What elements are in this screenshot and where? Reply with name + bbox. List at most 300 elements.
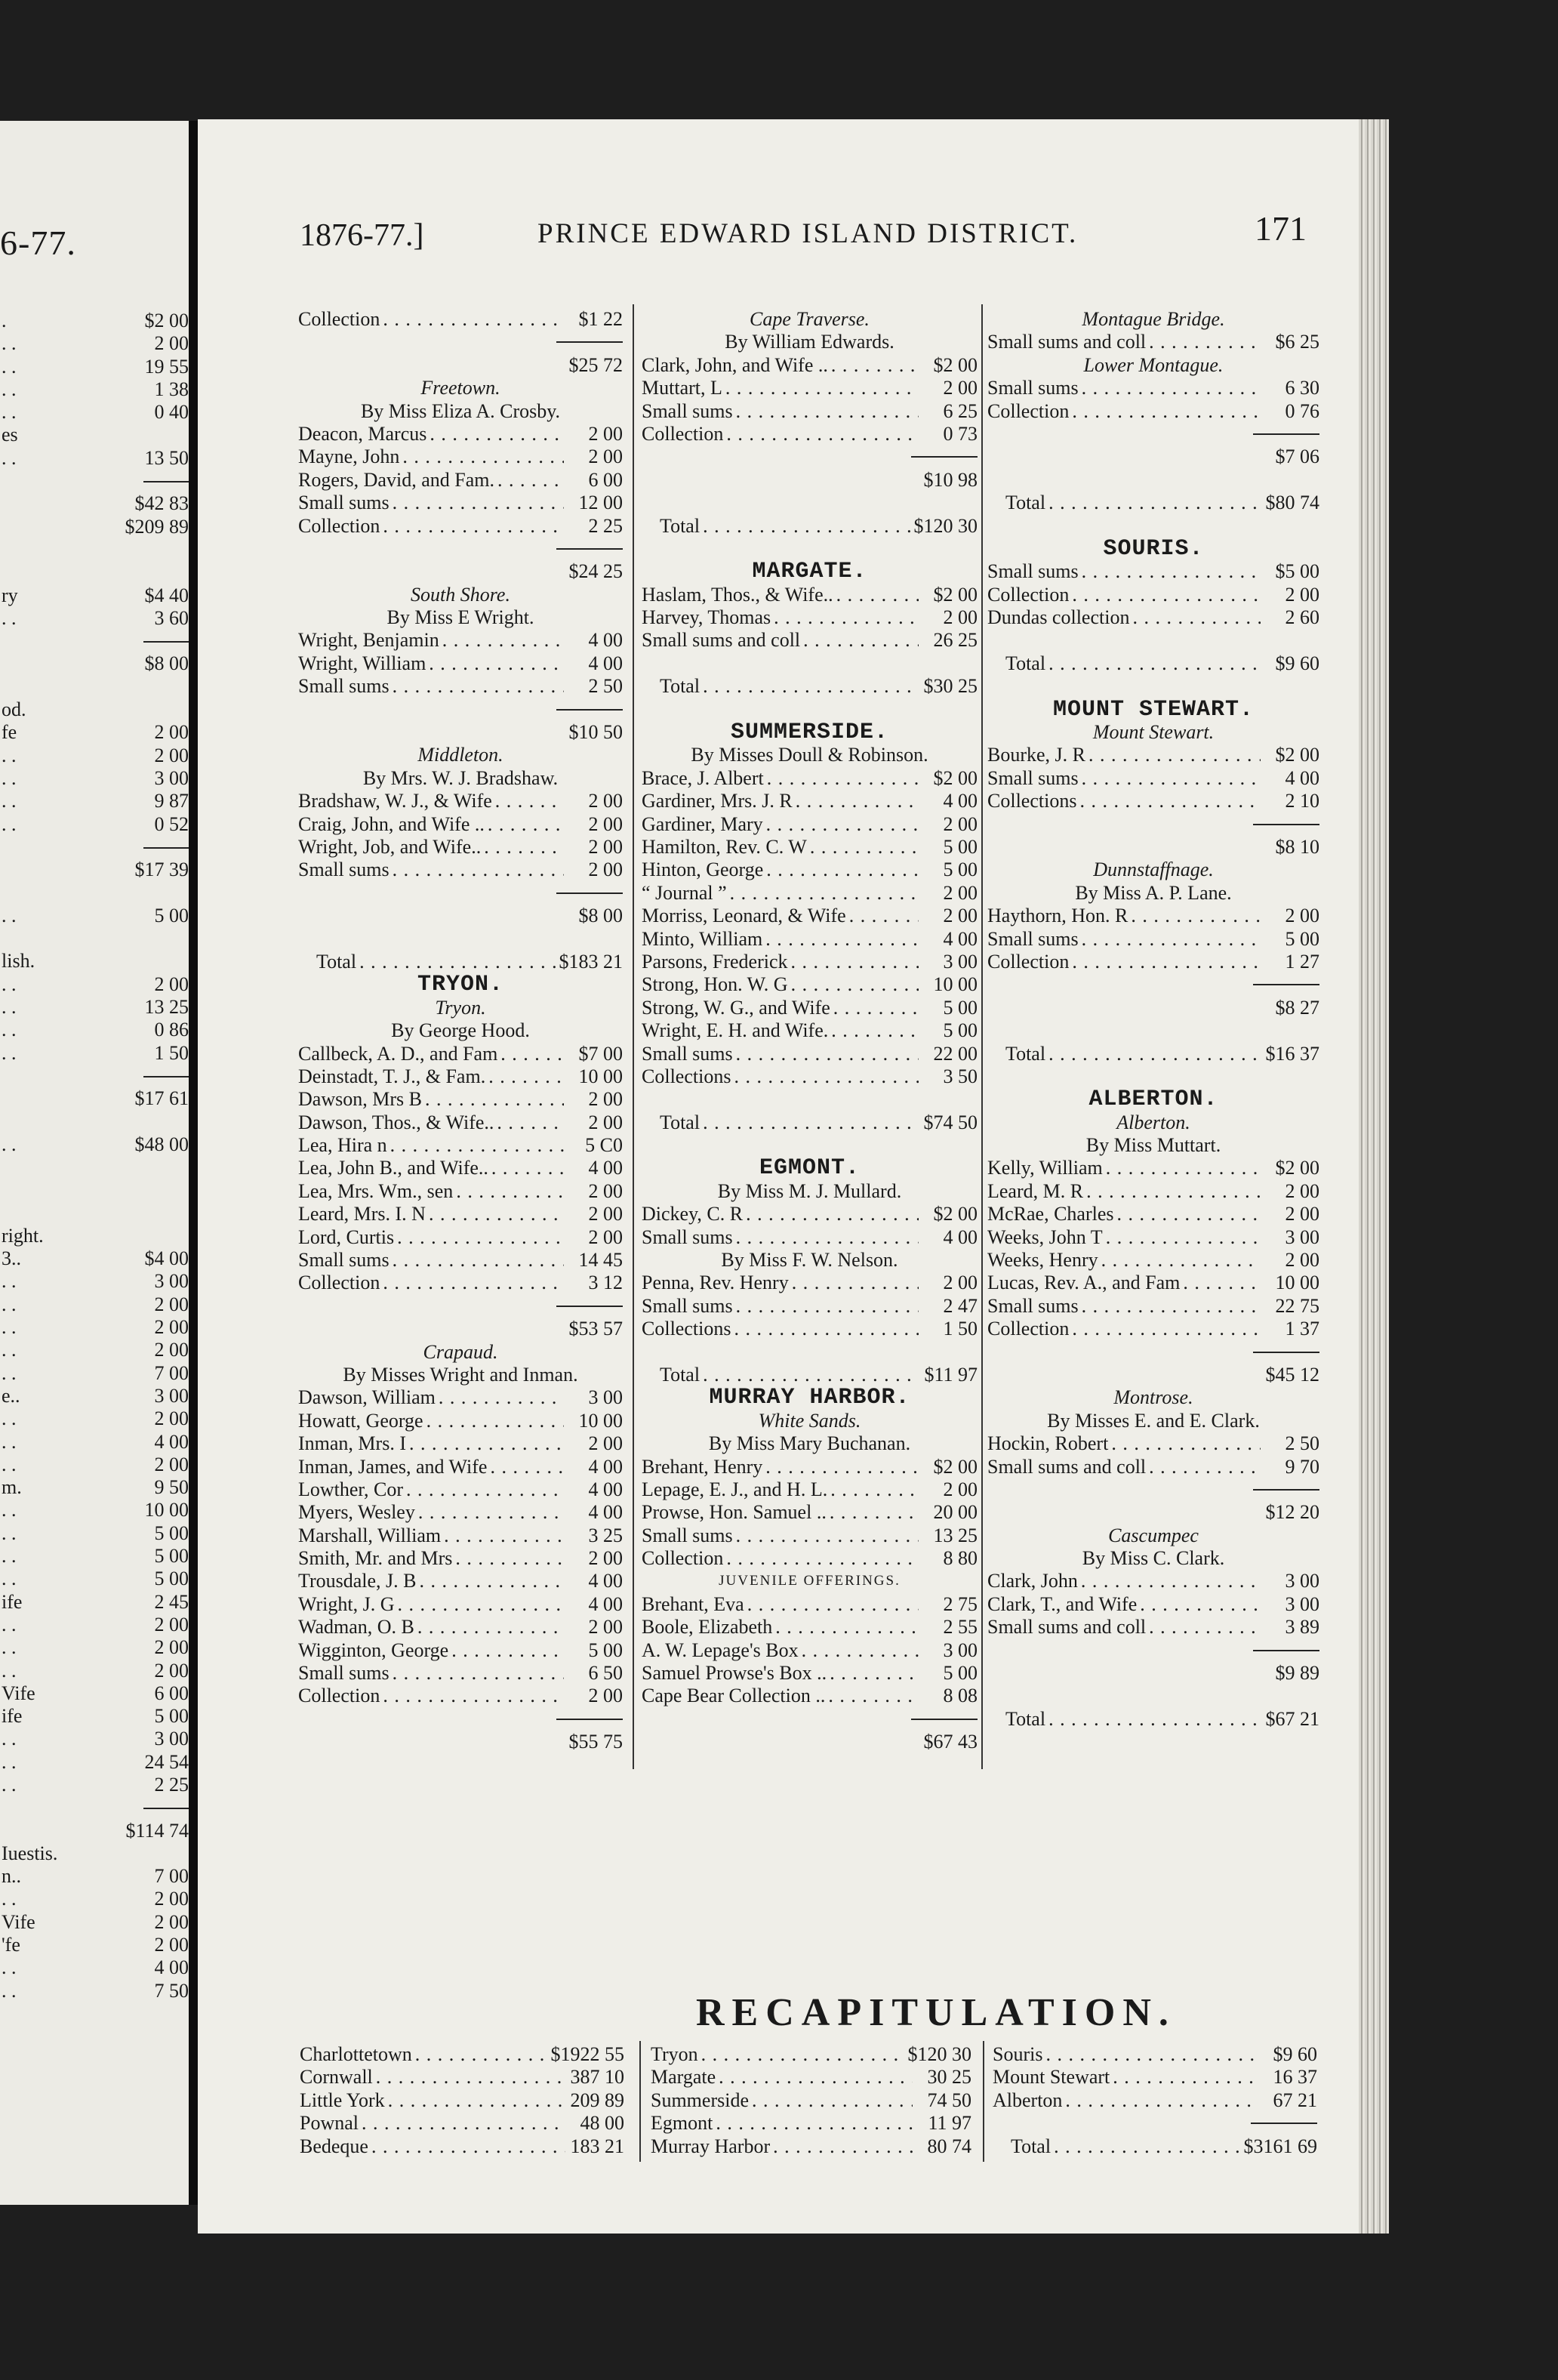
entry-row bbox=[987, 1226, 1319, 1249]
leader-dots bbox=[397, 1226, 564, 1249]
sum-rule bbox=[987, 1639, 1319, 1662]
entry-amount: 3 00 bbox=[588, 1386, 623, 1409]
entry-amount: $2 00 bbox=[933, 1455, 978, 1478]
leader-dots bbox=[409, 1432, 564, 1455]
left-line-text: es bbox=[2, 424, 18, 446]
entry-amount: $8 10 bbox=[1275, 835, 1319, 858]
entry-name: Total bbox=[660, 514, 700, 537]
entry-amount: 2 75 bbox=[943, 1592, 978, 1615]
leader-dots bbox=[429, 652, 564, 675]
left-line-amount: $8 00 bbox=[144, 652, 189, 675]
collector-line: By Miss C. Clark. bbox=[1082, 1547, 1225, 1570]
left-page-line bbox=[0, 927, 189, 950]
entry-row bbox=[300, 2089, 624, 2112]
left-page-line bbox=[0, 698, 189, 721]
sum-rule bbox=[642, 1708, 978, 1731]
left-line-text: . . bbox=[2, 1293, 17, 1315]
left-line-text bbox=[0, 538, 2, 561]
entry-row bbox=[987, 1272, 1319, 1294]
leader-dots bbox=[1048, 1043, 1261, 1065]
district-heading: MOUNT STEWART. bbox=[1052, 696, 1255, 723]
leader-dots bbox=[766, 859, 919, 881]
leader-dots bbox=[388, 2089, 565, 2112]
entry-row bbox=[298, 1157, 623, 1179]
left-sum-rule bbox=[0, 1796, 189, 1819]
left-page-line bbox=[0, 1934, 189, 1956]
left-line-amount: 5 00 bbox=[154, 1705, 189, 1728]
entry-name: Leard, M. R bbox=[987, 1179, 1084, 1202]
left-line-amount: 24 54 bbox=[144, 1750, 189, 1773]
left-line-text: . . bbox=[2, 1133, 17, 1155]
entry-amount: 2 00 bbox=[588, 1088, 623, 1111]
left-page-line bbox=[0, 1660, 189, 1682]
entry-name: Leard, Mrs. I. N bbox=[298, 1203, 426, 1225]
entry-row bbox=[642, 928, 978, 951]
leader-dots bbox=[426, 1410, 564, 1432]
left-page-line bbox=[0, 721, 189, 744]
entry-amount: 8 08 bbox=[943, 1685, 978, 1707]
entry-amount: $8 27 bbox=[1275, 996, 1319, 1019]
place-heading: South Shore. bbox=[411, 583, 510, 606]
column-3 bbox=[987, 308, 1319, 1731]
left-line-text: fe bbox=[2, 721, 17, 744]
collector-line: By Miss A. P. Lane. bbox=[1075, 881, 1232, 904]
entry-row bbox=[642, 1272, 978, 1294]
leader-dots bbox=[736, 1295, 919, 1318]
entry-name: Small sums and coll bbox=[987, 1616, 1147, 1639]
left-line-amount: $209 89 bbox=[125, 515, 189, 538]
left-page-line bbox=[0, 1293, 189, 1316]
entry-name: Clark, John, and Wife .. bbox=[642, 353, 828, 376]
left-line-text bbox=[0, 1820, 2, 1842]
leader-dots bbox=[1113, 2066, 1258, 2089]
entry-name: Collection bbox=[987, 1318, 1070, 1340]
subtotal-row bbox=[642, 469, 978, 492]
entry-amount: $183 21 bbox=[559, 950, 623, 973]
entry-row bbox=[642, 1019, 978, 1042]
leader-dots bbox=[730, 882, 919, 905]
entry-name: Trousdale, J. B bbox=[298, 1570, 417, 1592]
leader-dots bbox=[393, 675, 564, 698]
collector-line: By George Hood. bbox=[391, 1019, 530, 1042]
entry-row bbox=[298, 492, 623, 514]
left-line-text: Iuestis. bbox=[2, 1842, 58, 1864]
leader-dots bbox=[490, 1456, 564, 1478]
entry-amount: 2 00 bbox=[943, 1478, 978, 1500]
left-page-line bbox=[0, 1705, 189, 1728]
left-page-line bbox=[0, 1225, 189, 1247]
entry-amount: 209 89 bbox=[570, 2089, 624, 2111]
spacer bbox=[987, 675, 1319, 698]
entry-amount: $11 97 bbox=[924, 1363, 978, 1386]
entry-name: Small sums bbox=[642, 1042, 733, 1065]
left-page-line bbox=[0, 652, 189, 675]
entry-name: Marshall, William bbox=[298, 1524, 442, 1546]
left-line-amount: 3 00 bbox=[154, 1270, 189, 1293]
left-line-text: 3.. bbox=[2, 1247, 21, 1270]
spacer bbox=[642, 1088, 978, 1111]
left-line-text: ry bbox=[2, 584, 18, 606]
entry-amount: 2 00 bbox=[588, 1547, 623, 1570]
entry-name: Egmont bbox=[651, 2112, 713, 2135]
entry-amount: 4 00 bbox=[588, 1592, 623, 1615]
entry-amount: 4 00 bbox=[943, 927, 978, 950]
entry-row bbox=[298, 1662, 623, 1685]
left-page-line bbox=[0, 1156, 189, 1179]
leader-dots bbox=[1132, 606, 1261, 629]
left-line-text: m. bbox=[2, 1476, 22, 1499]
entry-row bbox=[298, 469, 623, 492]
left-line-amount: 13 25 bbox=[144, 995, 189, 1018]
sum-rule bbox=[298, 1295, 623, 1318]
entry-name: Deinstadt, T. J., & Fam. bbox=[298, 1065, 486, 1087]
entry-amount: $2 00 bbox=[933, 1203, 978, 1225]
entry-amount: 5 00 bbox=[943, 835, 978, 858]
leader-dots bbox=[830, 1662, 919, 1685]
left-page-line bbox=[0, 1042, 189, 1065]
entry-row bbox=[987, 1249, 1319, 1272]
place-heading: Crapaud. bbox=[423, 1340, 498, 1363]
leader-dots bbox=[810, 836, 919, 859]
left-line-text: . . bbox=[2, 812, 17, 835]
place-heading: White Sands. bbox=[758, 1409, 861, 1432]
entry-row bbox=[642, 1501, 978, 1524]
subtotal-row bbox=[642, 1731, 978, 1753]
left-line-amount: 7 00 bbox=[154, 1361, 189, 1384]
left-line-text: . . bbox=[2, 744, 17, 766]
subtotal-row bbox=[298, 721, 623, 744]
entry-row bbox=[298, 813, 623, 836]
entry-amount: 183 21 bbox=[570, 2135, 624, 2157]
entry-row bbox=[987, 400, 1319, 423]
entry-name: Bradshaw, W. J., & Wife bbox=[298, 790, 492, 812]
entry-name: Small sums and coll bbox=[987, 331, 1147, 353]
left-line-text bbox=[0, 492, 2, 515]
entry-amount: $25 72 bbox=[568, 353, 623, 376]
left-line-text: 'fe bbox=[2, 1934, 20, 1956]
collector-line: By Misses Doull & Robinson. bbox=[691, 744, 928, 766]
left-line-text: . . bbox=[2, 1728, 17, 1750]
entry-amount: 2 00 bbox=[943, 606, 978, 629]
entry-amount: 2 00 bbox=[943, 1272, 978, 1294]
entry-row bbox=[987, 905, 1319, 927]
left-page-header: 6-77. bbox=[0, 224, 76, 262]
left-line-text: . . bbox=[2, 1956, 17, 1979]
left-page-line bbox=[0, 1019, 189, 1041]
subsection-heading: JUVENILE OFFERINGS. bbox=[719, 1573, 901, 1589]
sum-rule bbox=[987, 813, 1319, 836]
leader-dots bbox=[1045, 2043, 1258, 2066]
collector-line: By Mrs. W. J. Bradshaw. bbox=[362, 766, 559, 789]
page-header-year: 1876-77.] bbox=[300, 218, 424, 253]
left-page-line bbox=[0, 767, 189, 790]
left-page-line bbox=[0, 1499, 189, 1521]
entry-amount: 2 00 bbox=[1285, 1249, 1319, 1272]
entry-name: Lucas, Rev. A., and Fam bbox=[987, 1272, 1181, 1294]
left-sum-rule bbox=[0, 1065, 189, 1087]
subtotal-row bbox=[987, 445, 1319, 468]
entry-amount: $2 00 bbox=[933, 766, 978, 789]
left-line-amount: 2 00 bbox=[154, 1293, 189, 1315]
place-heading: Freetown. bbox=[420, 377, 500, 399]
entry-name: Small sums bbox=[642, 399, 733, 422]
spacer bbox=[642, 492, 978, 514]
left-line-amount: 0 86 bbox=[154, 1019, 189, 1041]
entry-row bbox=[298, 1180, 623, 1203]
leader-dots bbox=[716, 2112, 913, 2135]
entry-row bbox=[642, 1662, 978, 1685]
entry-amount: 2 00 bbox=[588, 1203, 623, 1225]
left-page-line bbox=[0, 1842, 189, 1865]
left-page-line bbox=[0, 516, 189, 538]
left-sum-rule bbox=[0, 630, 189, 652]
leader-dots bbox=[831, 354, 919, 377]
entry-row bbox=[298, 1043, 623, 1065]
entry-amount: 3 25 bbox=[588, 1524, 623, 1546]
entry-name: Strong, W. G., and Wife bbox=[642, 996, 830, 1019]
leader-dots bbox=[775, 1616, 919, 1639]
spacer bbox=[987, 1019, 1319, 1042]
entry-name: Weeks, John T bbox=[987, 1225, 1103, 1248]
entry-row bbox=[987, 744, 1319, 766]
entry-amount: 4 00 bbox=[588, 1455, 623, 1478]
entry-row bbox=[642, 1226, 978, 1249]
entry-amount: $12 20 bbox=[1265, 1501, 1319, 1524]
left-line-amount: 5 00 bbox=[154, 904, 189, 926]
entry-amount: 1 27 bbox=[1285, 950, 1319, 973]
left-line-amount: 4 00 bbox=[154, 1430, 189, 1453]
left-line-text: . . bbox=[2, 378, 17, 400]
entry-name: Howatt, George bbox=[298, 1409, 423, 1432]
entry-amount: 2 50 bbox=[588, 675, 623, 698]
entry-amount: $120 30 bbox=[907, 2043, 971, 2065]
entry-amount: 5 C0 bbox=[585, 1134, 623, 1157]
sum-rule bbox=[987, 1478, 1319, 1501]
entry-row bbox=[987, 1295, 1319, 1318]
leader-dots bbox=[725, 377, 919, 399]
left-page-line bbox=[0, 1614, 189, 1636]
left-line-amount: 2 00 bbox=[154, 332, 189, 355]
entry-name: Haythorn, Hon. R bbox=[987, 905, 1128, 927]
entry-amount: 2 00 bbox=[1285, 1203, 1319, 1225]
entry-row bbox=[642, 836, 978, 859]
entry-amount: 2 00 bbox=[588, 1179, 623, 1202]
entry-amount: 2 00 bbox=[943, 377, 978, 399]
entry-row bbox=[298, 1226, 623, 1249]
left-page-line bbox=[0, 1133, 189, 1156]
entry-row bbox=[298, 1547, 623, 1570]
leader-dots bbox=[736, 1524, 919, 1547]
leader-dots bbox=[703, 1364, 919, 1386]
entry-amount: $8 00 bbox=[578, 905, 623, 927]
left-line-amount: 2 45 bbox=[154, 1590, 189, 1613]
leader-dots bbox=[430, 423, 564, 445]
leader-dots bbox=[802, 1639, 919, 1662]
entry-amount: 2 47 bbox=[943, 1294, 978, 1317]
left-line-text: . . bbox=[2, 1453, 17, 1475]
left-line-amount: 2 00 bbox=[154, 1316, 189, 1339]
left-line-amount: 0 52 bbox=[154, 812, 189, 835]
leader-dots bbox=[1111, 1432, 1261, 1455]
left-line-text: . . bbox=[2, 1568, 17, 1590]
entry-row bbox=[987, 1180, 1319, 1203]
leader-dots bbox=[736, 1226, 919, 1249]
left-line-text: . . bbox=[2, 355, 17, 378]
column-divider bbox=[633, 304, 634, 1769]
left-line-amount: 0 40 bbox=[154, 401, 189, 424]
left-page-line bbox=[0, 424, 189, 446]
entry-name: Dundas collection bbox=[987, 606, 1130, 629]
leader-dots bbox=[836, 584, 919, 606]
entry-row bbox=[298, 790, 623, 812]
recap-divider bbox=[983, 2041, 984, 2162]
left-line-text: Vife bbox=[2, 1910, 35, 1933]
total-row bbox=[642, 675, 978, 698]
entry-amount: 3 00 bbox=[943, 1639, 978, 1661]
left-page-line bbox=[0, 1682, 189, 1705]
left-line-text: . . bbox=[2, 1521, 17, 1544]
leader-dots bbox=[1106, 1226, 1261, 1249]
left-page-line bbox=[0, 1316, 189, 1339]
leader-dots bbox=[359, 951, 556, 973]
left-page-line bbox=[0, 1087, 189, 1110]
left-line-text bbox=[0, 927, 2, 950]
entry-row bbox=[987, 1157, 1319, 1179]
leader-dots bbox=[791, 973, 919, 996]
entry-name: Tryon bbox=[651, 2043, 698, 2065]
leader-dots bbox=[398, 1593, 565, 1616]
entry-name: Deacon, Marcus bbox=[298, 422, 427, 445]
entry-row bbox=[642, 1065, 978, 1088]
entry-name: Wright, Benjamin bbox=[298, 629, 439, 652]
leader-dots bbox=[791, 951, 919, 973]
entry-name: Small sums bbox=[298, 675, 390, 698]
left-sum-rule bbox=[0, 836, 189, 859]
entry-amount: $74 50 bbox=[923, 1111, 978, 1133]
entry-row bbox=[987, 1318, 1319, 1340]
entry-amount: 3 00 bbox=[1285, 1225, 1319, 1248]
collector-line: By Misses E. and E. Clark. bbox=[1047, 1409, 1260, 1432]
entry-amount: $2 00 bbox=[1275, 1157, 1319, 1179]
entry-amount: 3 00 bbox=[943, 950, 978, 973]
collector-line: By Miss Mary Buchanan. bbox=[708, 1432, 911, 1455]
leader-dots bbox=[1149, 1616, 1261, 1639]
entry-amount: $55 75 bbox=[568, 1731, 623, 1753]
entry-amount: 4 00 bbox=[1285, 766, 1319, 789]
page-171 bbox=[198, 119, 1368, 2234]
entry-amount: 4 00 bbox=[588, 1157, 623, 1179]
left-line-amount: $4 00 bbox=[144, 1247, 189, 1270]
entry-name: Collections bbox=[987, 790, 1077, 812]
subtotal-row bbox=[987, 1662, 1319, 1685]
left-page-line bbox=[0, 881, 189, 904]
entry-amount: 2 00 bbox=[588, 1225, 623, 1248]
left-line-text: . . bbox=[2, 1888, 17, 1910]
district-heading: EGMONT. bbox=[759, 1155, 861, 1182]
leader-dots bbox=[736, 1043, 919, 1065]
entry-amount: 5 00 bbox=[588, 1639, 623, 1661]
collector-line: By Miss E Wright. bbox=[386, 606, 534, 629]
entry-name: Collection bbox=[642, 422, 724, 445]
leader-dots bbox=[796, 790, 919, 812]
leader-dots bbox=[393, 859, 564, 881]
entry-row bbox=[642, 1685, 978, 1707]
left-line-amount: 10 00 bbox=[144, 1499, 189, 1521]
leader-dots bbox=[734, 1318, 919, 1340]
entry-amount: $7 00 bbox=[578, 1042, 623, 1065]
entry-name: Small sums bbox=[987, 1294, 1079, 1317]
left-line-amount: 13 50 bbox=[144, 446, 189, 469]
leader-dots bbox=[1106, 1157, 1261, 1179]
leader-dots bbox=[1081, 1570, 1261, 1592]
left-line-amount: 2 00 bbox=[154, 1910, 189, 1933]
total-row bbox=[987, 1708, 1319, 1731]
entry-name: Lepage, E. J., and H. L. bbox=[642, 1478, 828, 1500]
entry-name: Penna, Rev. Henry bbox=[642, 1272, 789, 1294]
entry-amount: 16 37 bbox=[1273, 2066, 1317, 2089]
leader-dots bbox=[497, 1111, 564, 1134]
entry-row bbox=[651, 2112, 971, 2135]
entry-amount: 14 45 bbox=[578, 1249, 623, 1272]
entry-amount: 3 89 bbox=[1285, 1616, 1319, 1639]
leader-dots bbox=[383, 308, 564, 331]
entry-amount: 2 50 bbox=[1285, 1432, 1319, 1455]
sum-rule bbox=[987, 423, 1319, 445]
entry-amount: 4 00 bbox=[943, 790, 978, 812]
left-page-line bbox=[0, 561, 189, 584]
entry-row bbox=[651, 2135, 971, 2158]
leader-dots bbox=[442, 629, 564, 652]
entry-name: Collections bbox=[642, 1065, 731, 1087]
entry-name: Mount Stewart bbox=[993, 2066, 1110, 2089]
leader-dots bbox=[383, 1685, 564, 1707]
left-line-text: . . bbox=[2, 1407, 17, 1430]
left-line-text: e.. bbox=[2, 1384, 20, 1407]
left-line-amount: 2 25 bbox=[154, 1774, 189, 1796]
left-line-amount: 5 00 bbox=[154, 1545, 189, 1568]
entry-amount: 4 00 bbox=[588, 652, 623, 674]
left-page-line bbox=[0, 1751, 189, 1774]
entry-amount: $10 50 bbox=[568, 721, 623, 744]
entry-name: Parsons, Frederick bbox=[642, 950, 788, 973]
collector-line: By Miss Muttart. bbox=[1085, 1134, 1221, 1157]
entry-amount: 6 30 bbox=[1285, 377, 1319, 399]
column-divider bbox=[981, 304, 983, 1769]
entry-row bbox=[987, 1616, 1319, 1639]
entry-name: Total bbox=[660, 675, 700, 698]
entry-amount: 4 00 bbox=[588, 1501, 623, 1524]
leader-dots bbox=[1140, 1593, 1261, 1616]
leader-dots bbox=[747, 1593, 919, 1616]
entry-name: Small sums bbox=[298, 1662, 390, 1685]
entry-amount: 2 00 bbox=[588, 812, 623, 835]
left-page-line bbox=[0, 1888, 189, 1910]
left-page-line bbox=[0, 1247, 189, 1270]
left-line-amount: 2 00 bbox=[154, 744, 189, 766]
entry-amount: 10 00 bbox=[578, 1409, 623, 1432]
left-sum-rule bbox=[0, 470, 189, 492]
entry-name: Weeks, Henry bbox=[987, 1249, 1098, 1272]
entry-row bbox=[987, 1432, 1319, 1455]
entry-name: Little York bbox=[300, 2089, 385, 2111]
leader-dots bbox=[451, 1639, 564, 1662]
left-page-line bbox=[0, 1362, 189, 1385]
entry-row bbox=[642, 767, 978, 790]
leader-dots bbox=[497, 469, 564, 492]
entry-name: Pownal bbox=[300, 2112, 359, 2135]
entry-row bbox=[642, 1639, 978, 1662]
entry-name: Small sums bbox=[298, 1249, 390, 1272]
